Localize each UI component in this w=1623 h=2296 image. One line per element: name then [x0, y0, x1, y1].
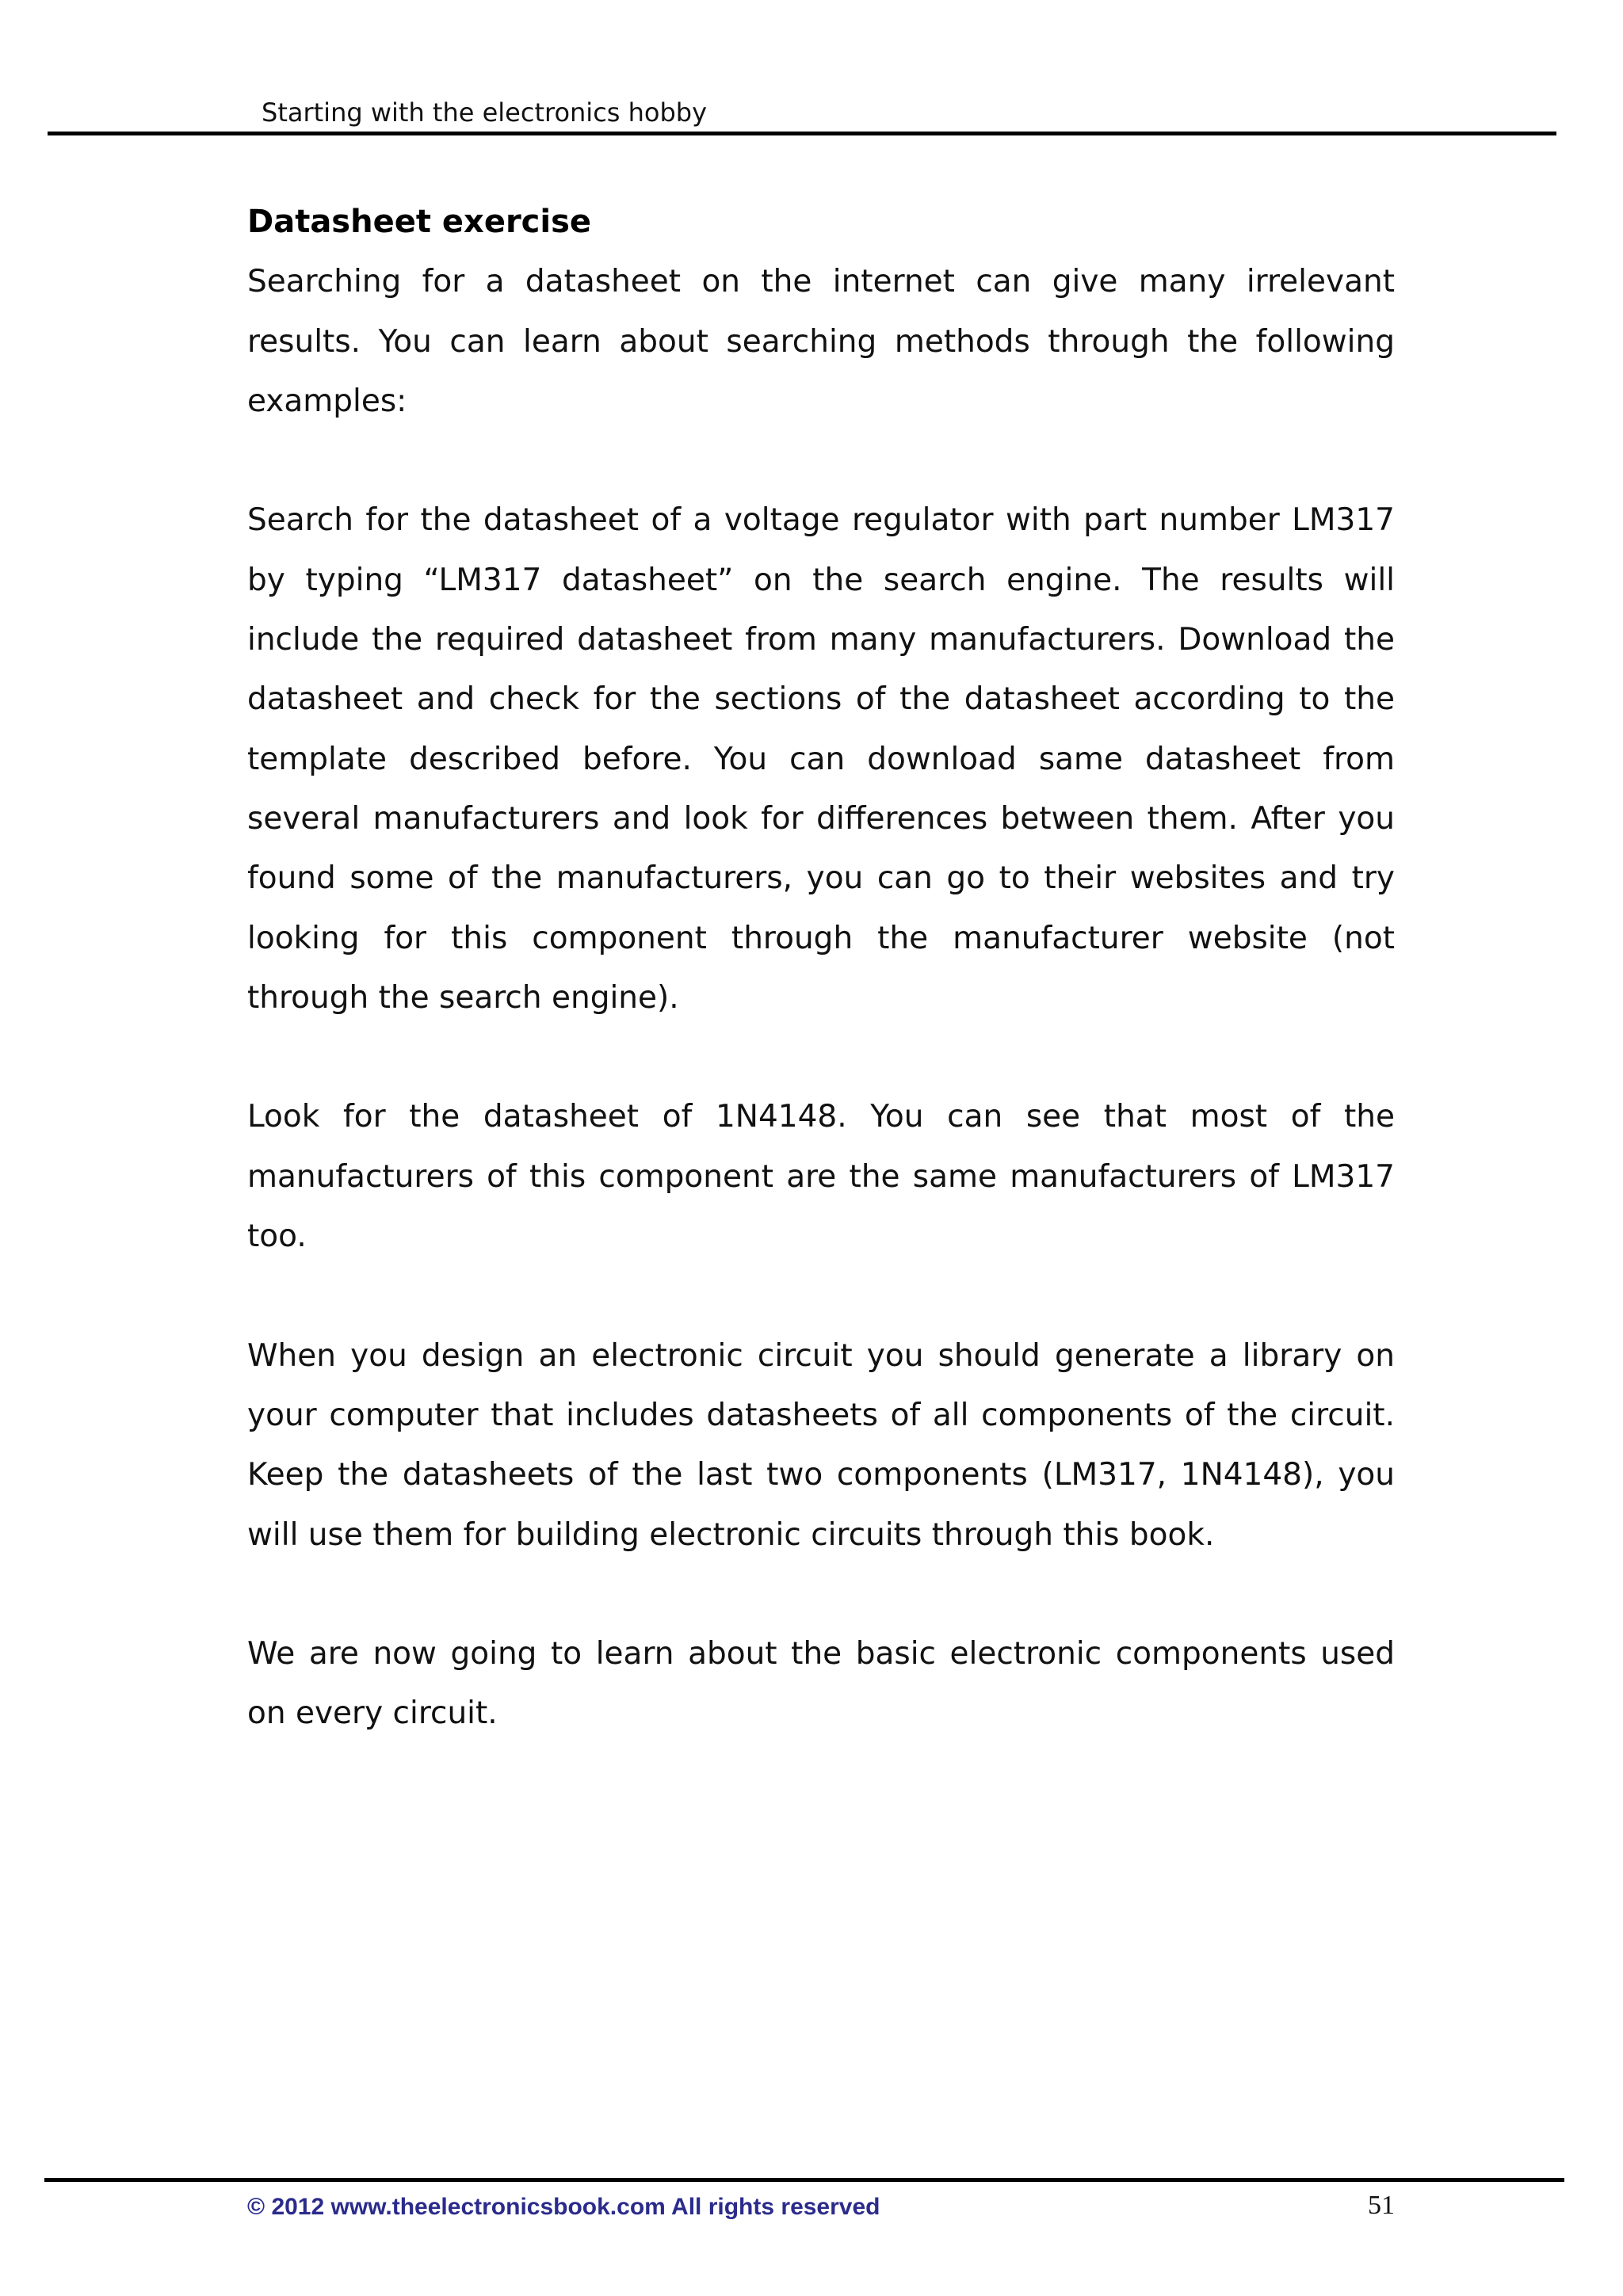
footer-rule: [44, 2178, 1564, 2182]
section-title: Datasheet exercise: [247, 204, 592, 240]
header-rule: [48, 132, 1556, 135]
paragraph-datasheet-library: When you design an electronic circuit you should generate a library on your computer that includes datasheets of all components of the circuit. Keep the datasheets of the last two components (LM317, 1N4148), you will use them for building electronic circuits through this book.: [247, 1337, 1395, 1553]
paragraph-intro: Searching for a datasheet on the internet can give many irrelevant results. You can learn about searching methods through the following examples:: [247, 264, 1395, 419]
page-number: 51: [1368, 2191, 1395, 2220]
page-content: [247, 193, 1395, 1803]
paragraph-lm317-search: Search for the datasheet of a voltage regulator with part number LM317 by typing “LM317 datasheet” on the search engine. The results will include the required datasheet from many manufacturers. Download the datasheet and check for the sections of the datasheet according to the template described before. You can download same datasheet from several manufacturers and look for differences between them. After you found some of the manufacturers, you can go to their websites and try looking for this component through the manufacturer website (not through the search engine).: [247, 502, 1395, 1016]
paragraph-1n4148: Look for the datasheet of 1N4148. You can see that most of the manufacturers of this component are the same manufacturers of LM317 too.: [247, 1099, 1395, 1255]
footer-copyright: © 2012 www.theelectronicsbook.com All rights reserved: [247, 2194, 880, 2220]
running-header: Starting with the electronics hobby: [262, 97, 708, 128]
paragraph-next-topic: We are now going to learn about the basic electronic components used on every circuit.: [247, 1636, 1395, 1732]
